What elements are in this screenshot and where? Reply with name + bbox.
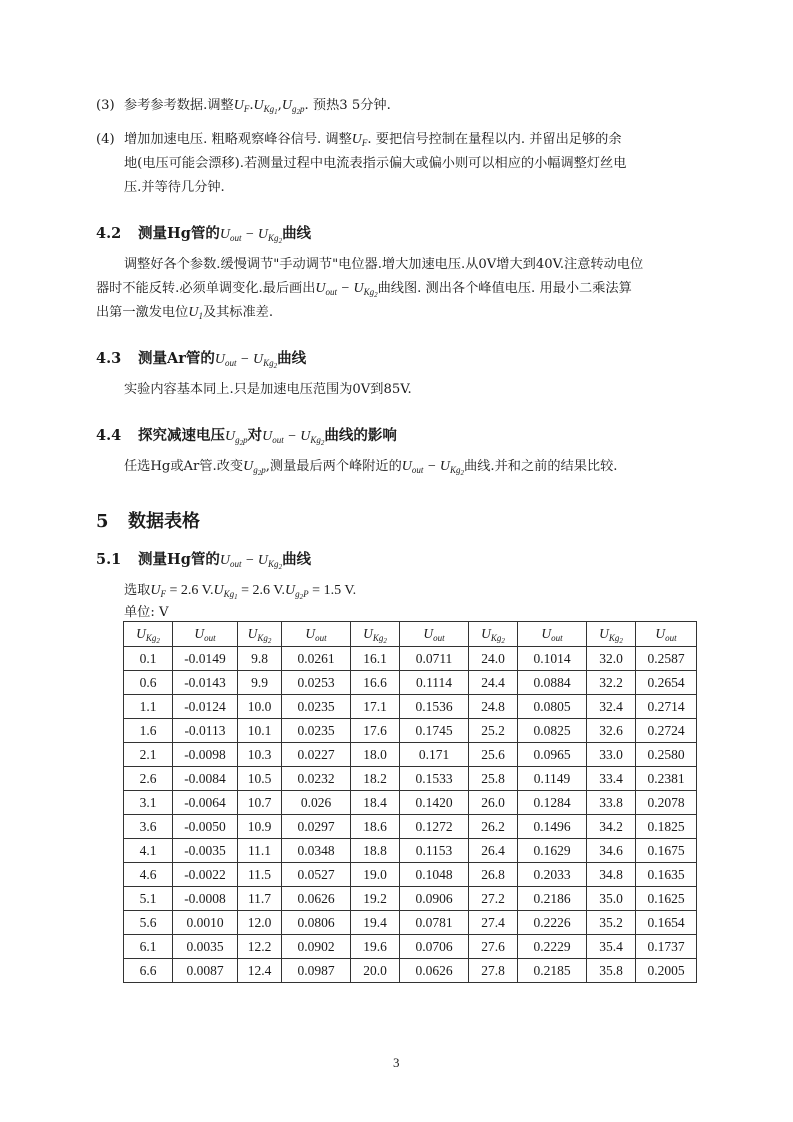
section-number: 4.3 <box>96 350 122 367</box>
math-uout-ukg2: $U_{out} - U_{Kg_2}$ <box>315 281 378 299</box>
uout-cell: -0.0098 <box>173 743 238 767</box>
uout-cell: 0.1654 <box>636 911 697 935</box>
uout-cell: 0.1629 <box>518 839 587 863</box>
ukg2-cell: 35.0 <box>587 887 636 911</box>
ukg2-cell: 0.6 <box>124 671 173 695</box>
chapter-title: 数据表格 <box>128 511 200 532</box>
body-text: 及其标准差. <box>202 305 274 320</box>
ukg2-cell: 6.1 <box>124 935 173 959</box>
table-row <box>124 863 697 887</box>
body-text: 任选Hg或Ar管.改变 <box>124 459 244 474</box>
ukg2-cell: 12.0 <box>238 911 282 935</box>
uout-cell: 0.0297 <box>282 815 351 839</box>
table-row <box>124 959 697 983</box>
uout-cell: 0.2226 <box>518 911 587 935</box>
section-number: 4.2 <box>96 225 122 242</box>
uout-cell: -0.0149 <box>173 647 238 671</box>
math-ukg1: $U_{Kg_1}$ <box>253 98 278 116</box>
column-header: $U_{out}$ <box>400 622 469 647</box>
body-text: 曲线图. 测出各个峰值电压. 用最小二乘法算 <box>377 281 632 296</box>
section-title-middle: 对 <box>247 427 263 444</box>
ukg2-cell: 16.6 <box>351 671 400 695</box>
table-body <box>124 647 697 983</box>
section-4-2-body-line-2 <box>96 280 632 298</box>
uout-cell: 0.1745 <box>400 719 469 743</box>
page-number: 3 <box>393 1055 400 1070</box>
uout-cell: -0.0064 <box>173 791 238 815</box>
ukg2-cell: 33.0 <box>587 743 636 767</box>
ukg2-cell: 10.5 <box>238 767 282 791</box>
uout-cell: 0.2005 <box>636 959 697 983</box>
ukg2-cell: 26.4 <box>469 839 518 863</box>
uout-cell: 0.0235 <box>282 695 351 719</box>
ukg2-cell: 27.6 <box>469 935 518 959</box>
uout-cell: 0.0232 <box>282 767 351 791</box>
uout-cell: 0.1496 <box>518 815 587 839</box>
section-title-suffix: 曲线 <box>282 225 312 242</box>
section-title-suffix: 曲线的影响 <box>324 427 397 444</box>
ukg2-cell: 11.7 <box>238 887 282 911</box>
section-title: 探究减速电压 <box>138 427 225 444</box>
uout-cell: 0.1533 <box>400 767 469 791</box>
ukg2-cell: 1.6 <box>124 719 173 743</box>
section-heading-4-3 <box>96 347 306 368</box>
ukg2-cell: 35.8 <box>587 959 636 983</box>
table-row <box>124 839 697 863</box>
uout-cell: 0.0711 <box>400 647 469 671</box>
ukg2-cell: 18.0 <box>351 743 400 767</box>
math-uout-ukg2: $U_{out} - U_{Kg_2}$ <box>219 227 283 245</box>
section-4-2-body-line-1: 调整好各个参数.缓慢调节"手动调节"电位器.增大加速电压.从0V增大到40V.注意转动电位 <box>124 257 644 272</box>
uout-cell: 0.2724 <box>636 719 697 743</box>
uf-value: = 2.6 V. <box>166 583 214 598</box>
ukg2-cell: 18.2 <box>351 767 400 791</box>
column-header: $U_{Kg_2}$ <box>124 622 173 647</box>
uout-cell: 0.1635 <box>636 863 697 887</box>
math-ug2p: $U_{g_2p}$ <box>281 98 305 116</box>
ukg2-cell: 27.2 <box>469 887 518 911</box>
uout-cell: 0.1825 <box>636 815 697 839</box>
body-text: 器时不能反转.必须单调变化.最后画出 <box>96 281 316 296</box>
uout-cell: -0.0050 <box>173 815 238 839</box>
ukg2-cell: 18.6 <box>351 815 400 839</box>
column-header: $U_{out}$ <box>282 622 351 647</box>
ukg2-cell: 19.0 <box>351 863 400 887</box>
ukg2-cell: 24.8 <box>469 695 518 719</box>
section-4-3-body: 实验内容基本同上.只是加速电压范围为0V到85V. <box>124 382 412 397</box>
step-4-line-2: 地(电压可能会漂移).若测量过程中电流表指示偏大或偏小则可以相应的小幅调整灯丝电 <box>124 156 627 171</box>
ukg2-cell: 25.2 <box>469 719 518 743</box>
math-ug2p: $U_{g_2p}$ <box>225 429 248 447</box>
ukg2-cell: 19.4 <box>351 911 400 935</box>
uout-cell: 0.1153 <box>400 839 469 863</box>
uout-cell: 0.171 <box>400 743 469 767</box>
uout-cell: 0.0261 <box>282 647 351 671</box>
ukg2-cell: 18.8 <box>351 839 400 863</box>
ukg2-cell: 0.1 <box>124 647 173 671</box>
table-row <box>124 719 697 743</box>
uout-cell: 0.0965 <box>518 743 587 767</box>
uout-cell: 0.0087 <box>173 959 238 983</box>
uout-cell: 0.1675 <box>636 839 697 863</box>
ukg2-cell: 18.4 <box>351 791 400 815</box>
ukg2-cell: 5.1 <box>124 887 173 911</box>
uout-cell: -0.0113 <box>173 719 238 743</box>
parameters-line <box>124 582 356 600</box>
uout-cell: 0.2185 <box>518 959 587 983</box>
section-title-suffix: 曲线 <box>277 350 307 367</box>
uout-cell: 0.2587 <box>636 647 697 671</box>
section-heading-5-1 <box>96 548 311 569</box>
uout-cell: 0.0348 <box>282 839 351 863</box>
uout-cell: 0.026 <box>282 791 351 815</box>
ukg2-cell: 2.1 <box>124 743 173 767</box>
uout-cell: 0.1284 <box>518 791 587 815</box>
ukg2-cell: 12.2 <box>238 935 282 959</box>
table-header-row <box>124 622 697 647</box>
math-uout-ukg2: $U_{out} - U_{Kg_2}$ <box>262 429 325 447</box>
column-header: $U_{Kg_2}$ <box>351 622 400 647</box>
uout-cell: 0.1536 <box>400 695 469 719</box>
section-number: 5.1 <box>96 551 122 568</box>
table-row <box>124 935 697 959</box>
uout-cell: -0.0022 <box>173 863 238 887</box>
math-uf: $U_F$ <box>351 132 368 148</box>
ukg2-cell: 24.4 <box>469 671 518 695</box>
body-text: 选取 <box>124 583 151 598</box>
math-uf: $U_F$ <box>233 98 250 114</box>
ukg2-cell: 25.6 <box>469 743 518 767</box>
uout-cell: 0.0825 <box>518 719 587 743</box>
ukg2-cell: 32.6 <box>587 719 636 743</box>
math-uout-ukg2: $U_{out} - U_{Kg_2}$ <box>219 553 283 571</box>
ukg2-cell: 19.2 <box>351 887 400 911</box>
chapter-heading-5 <box>96 507 200 533</box>
ukg2-cell: 3.1 <box>124 791 173 815</box>
ukg2-cell: 17.1 <box>351 695 400 719</box>
ukg2-cell: 24.0 <box>469 647 518 671</box>
math-uout-ukg2: $U_{out} - U_{Kg_2}$ <box>401 459 465 477</box>
uout-cell: 0.0527 <box>282 863 351 887</box>
ukg2-cell: 27.4 <box>469 911 518 935</box>
ukg2-cell: 32.4 <box>587 695 636 719</box>
uout-cell: -0.0035 <box>173 839 238 863</box>
body-text: 曲线.并和之前的结果比较. <box>464 459 618 474</box>
ukg2-cell: 9.8 <box>238 647 282 671</box>
step-label: (3) <box>96 98 115 113</box>
math-ukg1: $U_{Kg_1}$ <box>213 583 238 601</box>
ukg2-cell: 26.8 <box>469 863 518 887</box>
ukg2-cell: 2.6 <box>124 767 173 791</box>
column-header: $U_{Kg_2}$ <box>469 622 518 647</box>
step-text: 参考参考数据.调整 <box>124 98 234 113</box>
uout-cell: 0.2186 <box>518 887 587 911</box>
ukg2-cell: 25.8 <box>469 767 518 791</box>
section-heading-4-4 <box>96 424 397 445</box>
data-table <box>123 621 697 983</box>
step-text: . 要把信号控制在量程以内. 并留出足够的余 <box>367 132 622 147</box>
section-title: 测量Ar管的 <box>138 350 215 367</box>
ukg2-cell: 33.4 <box>587 767 636 791</box>
uout-cell: 0.1014 <box>518 647 587 671</box>
ukg2-cell: 26.2 <box>469 815 518 839</box>
ukg2-cell: 32.0 <box>587 647 636 671</box>
section-4-4-body <box>124 458 617 476</box>
step-text-suffix: . 预热3 5分钟. <box>304 98 391 113</box>
ukg2-cell: 33.8 <box>587 791 636 815</box>
table-row <box>124 911 697 935</box>
section-number: 4.4 <box>96 427 122 444</box>
step-label: (4) <box>96 132 115 147</box>
step-4 <box>96 131 622 149</box>
step-4-line-3: 压.并等待几分钟. <box>124 180 225 195</box>
step-text: 增加加速电压. 粗略观察峰谷信号. 调整 <box>124 132 352 147</box>
section-title: 测量Hg管的 <box>138 225 220 242</box>
uout-cell: -0.0008 <box>173 887 238 911</box>
table-row <box>124 695 697 719</box>
uout-cell: -0.0124 <box>173 695 238 719</box>
uout-cell: 0.2078 <box>636 791 697 815</box>
table-row <box>124 671 697 695</box>
table-row <box>124 815 697 839</box>
uout-cell: 0.0235 <box>282 719 351 743</box>
section-title-suffix: 曲线 <box>282 551 312 568</box>
uout-cell: -0.0143 <box>173 671 238 695</box>
uout-cell: 0.1625 <box>636 887 697 911</box>
table-row <box>124 767 697 791</box>
uout-cell: 0.0227 <box>282 743 351 767</box>
ukg2-cell: 34.6 <box>587 839 636 863</box>
body-text: ,测量最后两个峰附近的 <box>265 459 402 474</box>
step-3: (3) 参考参考数据.调整$U_F.U_{Kg_1},U_{g_2p}$. 预热3 5分钟. <box>96 98 391 116</box>
ukg2-cell: 34.8 <box>587 863 636 887</box>
column-header: $U_{out}$ <box>518 622 587 647</box>
chapter-number: 5 <box>96 511 109 532</box>
ukg2-cell: 12.4 <box>238 959 282 983</box>
uout-cell: 0.0906 <box>400 887 469 911</box>
table-row <box>124 647 697 671</box>
table-row <box>124 791 697 815</box>
ukg2-cell: 11.1 <box>238 839 282 863</box>
math-u1: $U_1$ <box>188 305 203 321</box>
uout-cell: 0.0626 <box>400 959 469 983</box>
uout-cell: 0.0253 <box>282 671 351 695</box>
uout-cell: 0.0706 <box>400 935 469 959</box>
uout-cell: 0.0010 <box>173 911 238 935</box>
ukg2-cell: 16.1 <box>351 647 400 671</box>
section-heading-4-2 <box>96 222 311 243</box>
ukg2-cell: 4.6 <box>124 863 173 887</box>
body-text: 出第一激发电位 <box>96 305 189 320</box>
uout-cell: 0.0035 <box>173 935 238 959</box>
column-header: $U_{Kg_2}$ <box>587 622 636 647</box>
ukg2-cell: 20.0 <box>351 959 400 983</box>
uout-cell: 0.0884 <box>518 671 587 695</box>
math-ug2p: $U_{g_2P}$ <box>285 583 309 601</box>
ug2p-value: = 1.5 V. <box>308 583 357 598</box>
uout-cell: 0.0987 <box>282 959 351 983</box>
table-row <box>124 743 697 767</box>
ukg2-cell: 34.2 <box>587 815 636 839</box>
uout-cell: 0.0805 <box>518 695 587 719</box>
uout-cell: 0.1272 <box>400 815 469 839</box>
ukg2-cell: 32.2 <box>587 671 636 695</box>
column-header: $U_{out}$ <box>636 622 697 647</box>
uout-cell: 0.0626 <box>282 887 351 911</box>
uout-cell: -0.0084 <box>173 767 238 791</box>
uout-cell: 0.2580 <box>636 743 697 767</box>
ukg2-cell: 10.1 <box>238 719 282 743</box>
uout-cell: 0.1114 <box>400 671 469 695</box>
ukg2-cell: 4.1 <box>124 839 173 863</box>
ukg2-cell: 35.2 <box>587 911 636 935</box>
uout-cell: 0.1737 <box>636 935 697 959</box>
ukg2-cell: 35.4 <box>587 935 636 959</box>
ukg2-cell: 10.0 <box>238 695 282 719</box>
uout-cell: 0.2229 <box>518 935 587 959</box>
ukg2-cell: 19.6 <box>351 935 400 959</box>
math-uf: $U_F$ <box>150 583 166 599</box>
ukg2-cell: 10.7 <box>238 791 282 815</box>
column-header: $U_{Kg_2}$ <box>238 622 282 647</box>
ukg2-cell: 11.5 <box>238 863 282 887</box>
ukg2-cell: 27.8 <box>469 959 518 983</box>
uout-cell: 0.2654 <box>636 671 697 695</box>
table-row <box>124 887 697 911</box>
uout-cell: 0.0781 <box>400 911 469 935</box>
uout-cell: 0.0902 <box>282 935 351 959</box>
ukg2-cell: 1.1 <box>124 695 173 719</box>
uout-cell: 0.2033 <box>518 863 587 887</box>
ukg2-cell: 26.0 <box>469 791 518 815</box>
column-header: $U_{out}$ <box>173 622 238 647</box>
uout-cell: 0.0806 <box>282 911 351 935</box>
math-ug2p: $U_{g_2p}$ <box>243 459 266 477</box>
uout-cell: 0.1420 <box>400 791 469 815</box>
math-uout-ukg2: $U_{out} - U_{Kg_2}$ <box>214 352 278 370</box>
ukg2-cell: 17.6 <box>351 719 400 743</box>
ukg2-cell: 3.6 <box>124 815 173 839</box>
uout-cell: 0.1149 <box>518 767 587 791</box>
section-4-2-body-line-3 <box>96 304 273 322</box>
uout-cell: 0.1048 <box>400 863 469 887</box>
ukg2-cell: 5.6 <box>124 911 173 935</box>
ukg2-cell: 10.3 <box>238 743 282 767</box>
section-title: 测量Hg管的 <box>138 551 220 568</box>
unit-label: 单位: V <box>124 605 169 620</box>
ukg2-cell: 9.9 <box>238 671 282 695</box>
ukg2-cell: 6.6 <box>124 959 173 983</box>
uout-cell: 0.2381 <box>636 767 697 791</box>
ukg2-cell: 10.9 <box>238 815 282 839</box>
ukg1-value: = 2.6 V. <box>237 583 286 598</box>
uout-cell: 0.2714 <box>636 695 697 719</box>
